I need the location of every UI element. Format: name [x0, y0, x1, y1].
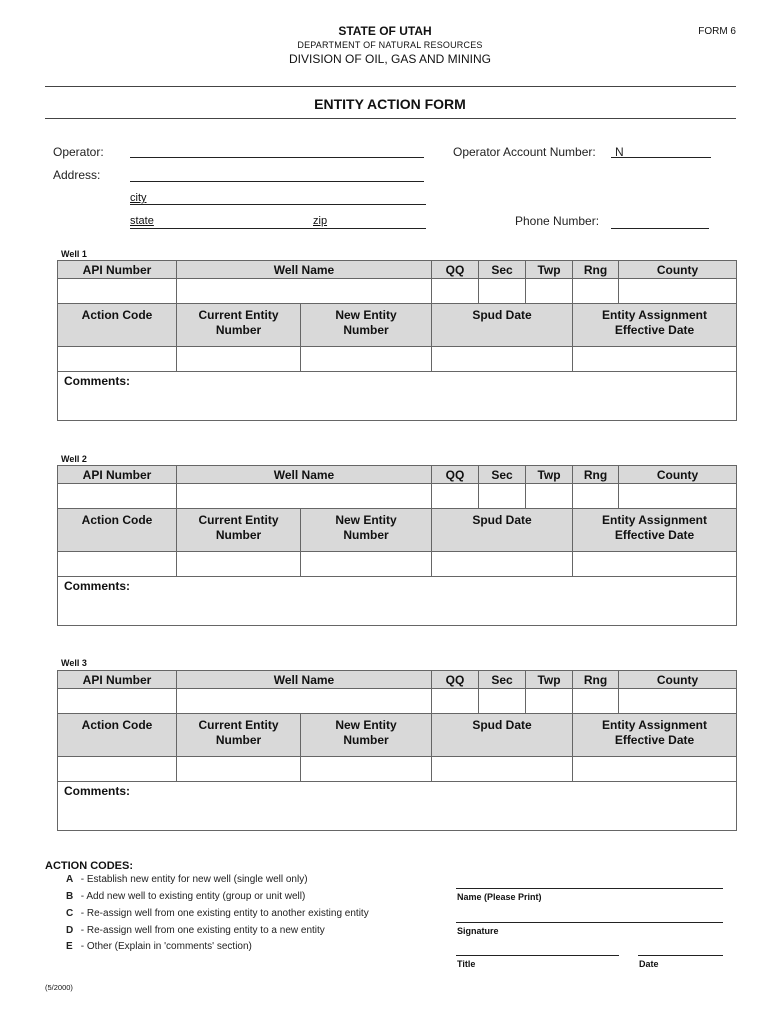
effective-date-input[interactable]: [573, 552, 737, 577]
action-code-c: C - Re-assign well from one existing entity to another existing entity: [66, 908, 369, 919]
new-entity-header: New Entity Number: [301, 304, 432, 347]
operator-label: Operator:: [53, 145, 104, 159]
new-entity-header: New Entity Number: [301, 509, 432, 552]
sec-header: Sec: [479, 466, 526, 484]
rng-input[interactable]: [573, 484, 619, 509]
effective-date-header: Entity Assignment Effective Date: [573, 304, 737, 347]
qq-header: QQ: [432, 671, 479, 689]
comments-field[interactable]: [58, 372, 737, 421]
well-name-input[interactable]: [177, 279, 432, 304]
county-input[interactable]: [619, 689, 737, 714]
qq-input[interactable]: [432, 484, 479, 509]
new-entity-input[interactable]: [301, 552, 432, 577]
form-number: FORM 6: [698, 26, 736, 37]
twp-header: Twp: [526, 671, 573, 689]
sec-input[interactable]: [479, 279, 526, 304]
action-code-b: B - Add new well to existing entity (group or unit well): [66, 891, 306, 902]
twp-input[interactable]: [526, 689, 573, 714]
header-state: STATE OF UTAH: [338, 24, 432, 38]
phone-label: Phone Number:: [515, 214, 600, 228]
twp-input[interactable]: [526, 279, 573, 304]
rng-input[interactable]: [573, 689, 619, 714]
well-name-input[interactable]: [177, 689, 432, 714]
effective-date-header: Entity Assignment Effective Date: [573, 509, 737, 552]
action-code-d: D - Re-assign well from one existing entity to a new entity: [66, 925, 325, 936]
action-code-input[interactable]: [58, 757, 177, 782]
qq-header: QQ: [432, 261, 479, 279]
account-prefix: N: [615, 145, 624, 159]
rng-header: Rng: [573, 466, 619, 484]
well-1-table: [57, 260, 737, 421]
sec-header: Sec: [479, 261, 526, 279]
sec-input[interactable]: [479, 484, 526, 509]
spud-date-header: Spud Date: [432, 304, 573, 347]
new-entity-input[interactable]: [301, 347, 432, 372]
date-label: Date: [639, 959, 659, 969]
spud-date-header: Spud Date: [432, 714, 573, 757]
new-entity-input[interactable]: [301, 757, 432, 782]
api-number-input[interactable]: [58, 279, 177, 304]
well-1-label: Well 1: [61, 249, 87, 259]
sec-input[interactable]: [479, 689, 526, 714]
phone-field[interactable]: [611, 228, 709, 229]
name-field[interactable]: [456, 888, 723, 889]
current-entity-input[interactable]: [177, 757, 301, 782]
form-title: ENTITY ACTION FORM: [314, 96, 466, 112]
action-code-input[interactable]: [58, 347, 177, 372]
state-zip-field[interactable]: [130, 228, 426, 229]
county-header: County: [619, 261, 737, 279]
comments-label: Comments:: [64, 374, 131, 388]
sec-header: Sec: [479, 671, 526, 689]
well-3-label: Well 3: [61, 658, 87, 668]
title-rule: [45, 118, 736, 119]
comments-label: Comments:: [64, 579, 131, 593]
county-header: County: [619, 671, 737, 689]
spud-date-input[interactable]: [432, 757, 573, 782]
operator-field[interactable]: [130, 157, 424, 158]
current-entity-header: Current Entity Number: [177, 509, 301, 552]
rng-input[interactable]: [573, 279, 619, 304]
signature-field[interactable]: [456, 922, 723, 923]
twp-input[interactable]: [526, 484, 573, 509]
well-3-table: [57, 670, 737, 831]
account-field[interactable]: [611, 157, 711, 158]
top-rule: [45, 86, 736, 87]
name-label: Name (Please Print): [457, 892, 542, 902]
current-entity-input[interactable]: [177, 347, 301, 372]
well-name-header: Well Name: [177, 261, 432, 279]
effective-date-input[interactable]: [573, 347, 737, 372]
well-2-table: [57, 465, 737, 626]
county-input[interactable]: [619, 279, 737, 304]
comments-field[interactable]: [58, 577, 737, 626]
rng-header: Rng: [573, 671, 619, 689]
title-label: Title: [457, 959, 476, 969]
header-division: DIVISION OF OIL, GAS AND MINING: [288, 52, 492, 66]
state-label: state: [130, 215, 154, 227]
action-code-a: A - Establish new entity for new well (single well only): [66, 874, 308, 885]
api-number-header: API Number: [58, 671, 177, 689]
spud-date-input[interactable]: [432, 347, 573, 372]
city-field[interactable]: [130, 204, 426, 205]
api-number-header: API Number: [58, 466, 177, 484]
action-code-e: E - Other (Explain in 'comments' section): [66, 941, 252, 952]
api-number-input[interactable]: [58, 689, 177, 714]
current-entity-header: Current Entity Number: [177, 304, 301, 347]
action-code-header: Action Code: [58, 509, 177, 552]
date-field[interactable]: [638, 955, 723, 956]
effective-date-header: Entity Assignment Effective Date: [573, 714, 737, 757]
api-number-input[interactable]: [58, 484, 177, 509]
effective-date-input[interactable]: [573, 757, 737, 782]
header-department: DEPARTMENT OF NATURAL RESOURCES: [297, 40, 483, 50]
api-number-header: API Number: [58, 261, 177, 279]
action-code-header: Action Code: [58, 714, 177, 757]
city-label: city: [130, 192, 147, 204]
rng-header: Rng: [573, 261, 619, 279]
address-label: Address:: [53, 168, 101, 182]
well-2-label: Well 2: [61, 454, 87, 464]
new-entity-header: New Entity Number: [301, 714, 432, 757]
qq-header: QQ: [432, 466, 479, 484]
current-entity-header: Current Entity Number: [177, 714, 301, 757]
action-code-input[interactable]: [58, 552, 177, 577]
zip-label: zip: [313, 215, 328, 227]
address-field[interactable]: [130, 181, 424, 182]
county-input[interactable]: [619, 484, 737, 509]
qq-input[interactable]: [432, 279, 479, 304]
well-name-input[interactable]: [177, 484, 432, 509]
qq-input[interactable]: [432, 689, 479, 714]
action-code-header: Action Code: [58, 304, 177, 347]
comments-label: Comments:: [64, 784, 131, 798]
account-label: Operator Account Number:: [453, 145, 596, 159]
spud-date-header: Spud Date: [432, 509, 573, 552]
county-header: County: [619, 466, 737, 484]
twp-header: Twp: [526, 466, 573, 484]
action-codes-title: ACTION CODES:: [45, 860, 133, 872]
title-field[interactable]: [456, 955, 619, 956]
twp-header: Twp: [526, 261, 573, 279]
revision-date: (5/2000): [45, 983, 73, 992]
comments-field[interactable]: [58, 782, 737, 831]
signature-label: Signature: [457, 926, 499, 936]
well-name-header: Well Name: [177, 671, 432, 689]
spud-date-input[interactable]: [432, 552, 573, 577]
well-name-header: Well Name: [177, 466, 432, 484]
current-entity-input[interactable]: [177, 552, 301, 577]
